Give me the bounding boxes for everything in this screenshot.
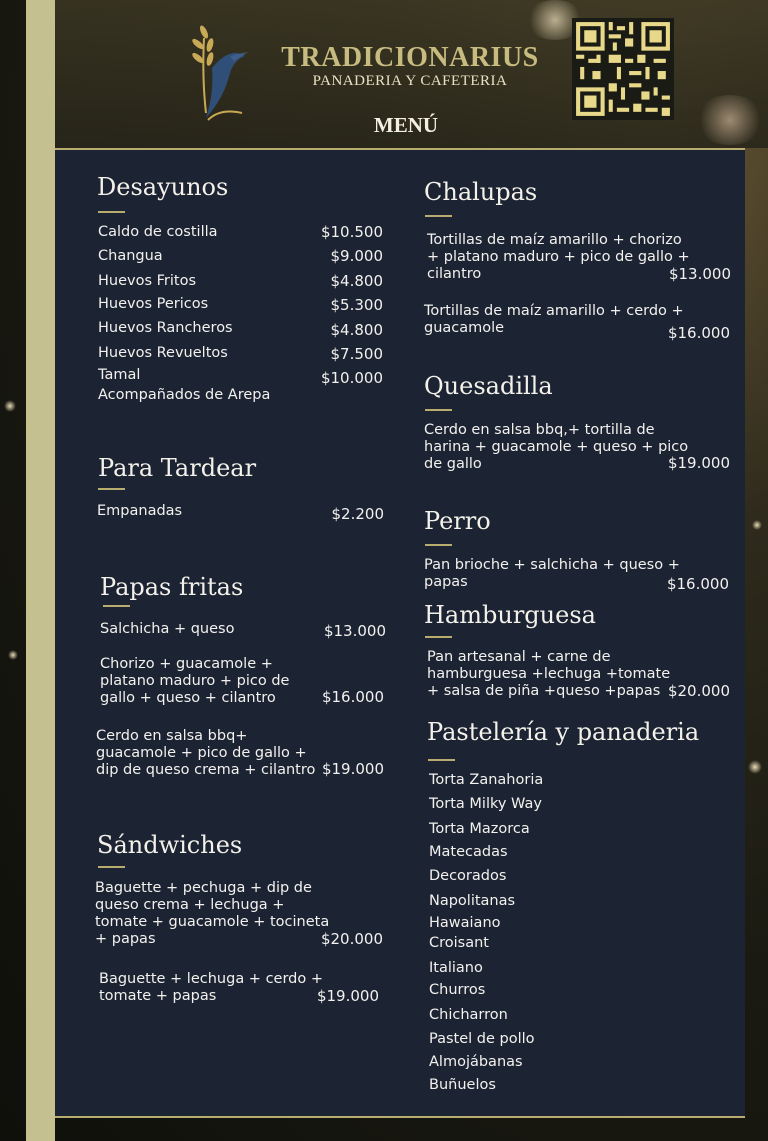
menu-item-note: Acompañados de Arepa bbox=[98, 387, 271, 403]
section-underline bbox=[425, 544, 452, 546]
menu-item-price: $13.000 bbox=[668, 265, 731, 283]
section-underline bbox=[98, 211, 125, 213]
menu-item-price: $16.000 bbox=[667, 324, 730, 342]
pastry-item: Decorados bbox=[429, 868, 507, 884]
pastry-item: Croisant bbox=[429, 935, 489, 951]
menu-item-line: Cerdo en salsa bbq+ bbox=[96, 728, 248, 744]
pastry-item: Pastel de pollo bbox=[429, 1031, 535, 1047]
menu-item-line: platano maduro + pico de bbox=[100, 673, 290, 689]
background-light-glow bbox=[752, 520, 762, 530]
menu-item-line: cilantro bbox=[427, 266, 482, 282]
menu-item-name: Tamal bbox=[98, 367, 141, 383]
lamp-glow bbox=[695, 95, 765, 145]
pastry-item: Napolitanas bbox=[429, 893, 516, 909]
menu-item-price: $16.000 bbox=[666, 575, 729, 593]
menu-item-price: $10.500 bbox=[320, 223, 383, 241]
menu-item-name: Huevos Revueltos bbox=[98, 345, 228, 361]
menu-item-name: Huevos Rancheros bbox=[98, 320, 233, 336]
menu-item-line: tomate + papas bbox=[99, 988, 217, 1004]
menu-item-price: $16.000 bbox=[321, 688, 384, 706]
menu-item-name: Empanadas bbox=[97, 503, 183, 519]
menu-item-price: $19.000 bbox=[321, 760, 384, 778]
pastry-item: Almojábanas bbox=[429, 1054, 523, 1070]
menu-item-line: Tortillas de maíz amarillo + chorizo bbox=[427, 232, 682, 248]
section-title-papas-fritas: Papas fritas bbox=[100, 573, 244, 601]
section-title-chalupas: Chalupas bbox=[424, 178, 538, 206]
menu-item-line: guacamole bbox=[424, 320, 505, 336]
menu-item-line: Baguette + pechuga + dip de bbox=[95, 880, 312, 896]
pastry-item: Churros bbox=[429, 982, 486, 998]
pastry-item: Torta Zanahoria bbox=[429, 772, 544, 788]
section-underline bbox=[98, 866, 125, 868]
menu-item-price: $4.800 bbox=[330, 272, 383, 290]
section-title-pasteleria: Pastelería y panaderia bbox=[427, 718, 700, 746]
background-light-glow bbox=[4, 400, 16, 412]
section-title-hamburguesa: Hamburguesa bbox=[424, 601, 596, 629]
pastry-item: Hawaiano bbox=[429, 915, 501, 931]
hummingbird-wheat-logo-icon bbox=[190, 18, 250, 128]
menu-title: MENÚ bbox=[373, 113, 439, 137]
background-light-glow bbox=[748, 760, 762, 774]
menu-item-line: queso crema + lechuga + bbox=[95, 897, 285, 913]
menu-item-price: $19.000 bbox=[316, 987, 379, 1005]
section-underline bbox=[98, 488, 125, 490]
section-underline bbox=[103, 605, 130, 607]
menu-item-price: $4.800 bbox=[330, 321, 383, 339]
pastry-item: Chicharron bbox=[429, 1007, 508, 1023]
pastry-item: Matecadas bbox=[429, 844, 508, 860]
background-light-glow bbox=[8, 650, 18, 660]
section-title-para-tardear: Para Tardear bbox=[98, 454, 257, 482]
section-underline bbox=[428, 759, 455, 761]
menu-item-line: Salchicha + queso bbox=[100, 621, 235, 637]
menu-item-price: $7.500 bbox=[330, 345, 383, 363]
menu-item-line: Baguette + lechuga + cerdo + bbox=[99, 971, 323, 987]
section-title-quesadilla: Quesadilla bbox=[424, 372, 553, 400]
qr-code-icon[interactable] bbox=[572, 18, 674, 120]
pastry-item: Torta Milky Way bbox=[429, 796, 542, 812]
section-underline bbox=[425, 409, 452, 411]
menu-item-line: Pan artesanal + carne de bbox=[427, 649, 611, 665]
menu-item-price: $2.200 bbox=[331, 505, 384, 523]
menu-item-line: papas bbox=[424, 574, 468, 590]
pastry-item: Torta Mazorca bbox=[429, 821, 530, 837]
section-title-sandwiches: Sándwiches bbox=[97, 831, 243, 859]
menu-item-name: Changua bbox=[98, 248, 163, 264]
menu-item-line: Chorizo + guacamole + bbox=[100, 656, 273, 672]
menu-item-line: gallo + queso + cilantro bbox=[100, 690, 276, 706]
menu-item-price: $9.000 bbox=[330, 247, 383, 265]
brand-subtitle: PANADERIA Y CAFETERIA bbox=[312, 73, 508, 89]
menu-item-line: tomate + guacamole + tocineta bbox=[95, 914, 330, 930]
menu-item-line: guacamole + pico de gallo + bbox=[96, 745, 307, 761]
menu-item-line: de gallo bbox=[424, 456, 482, 472]
menu-item-price: $19.000 bbox=[667, 454, 730, 472]
pastry-item: Buñuelos bbox=[429, 1077, 496, 1093]
menu-item-price: $10.000 bbox=[320, 369, 383, 387]
menu-item-line: Pan brioche + salchicha + queso + bbox=[424, 557, 680, 573]
menu-item-line: + papas bbox=[95, 931, 156, 947]
menu-item-line: harina + guacamole + queso + pico bbox=[424, 439, 689, 455]
menu-item-line: + platano maduro + pico de gallo + bbox=[427, 249, 690, 265]
menu-item-line: Cerdo en salsa bbq,+ tortilla de bbox=[424, 422, 655, 438]
menu-item-price: $20.000 bbox=[667, 682, 730, 700]
menu-item-price: $5.300 bbox=[330, 296, 383, 314]
pastry-item: Italiano bbox=[429, 960, 483, 976]
section-title-perro: Perro bbox=[424, 507, 491, 535]
side-accent-bar bbox=[26, 0, 55, 1141]
section-title-desayunos: Desayunos bbox=[97, 173, 229, 201]
section-underline bbox=[425, 215, 452, 217]
menu-item-price: $20.000 bbox=[320, 930, 383, 948]
menu-item-name: Huevos Pericos bbox=[98, 296, 209, 312]
menu-item-line: + salsa de piña +queso +papas bbox=[427, 683, 661, 699]
menu-item-line: Tortillas de maíz amarillo + cerdo + bbox=[424, 303, 684, 319]
panel-bottom-divider bbox=[55, 1116, 745, 1118]
menu-item-line: dip de queso crema + cilantro bbox=[96, 762, 316, 778]
menu-item-price: $13.000 bbox=[323, 622, 386, 640]
menu-item-name: Caldo de costilla bbox=[98, 224, 218, 240]
menu-item-line: hamburguesa +lechuga +tomate bbox=[427, 666, 671, 682]
brand-name: TRADICIONARIUS bbox=[281, 42, 539, 73]
section-underline bbox=[425, 636, 452, 638]
menu-item-name: Huevos Fritos bbox=[98, 273, 197, 289]
